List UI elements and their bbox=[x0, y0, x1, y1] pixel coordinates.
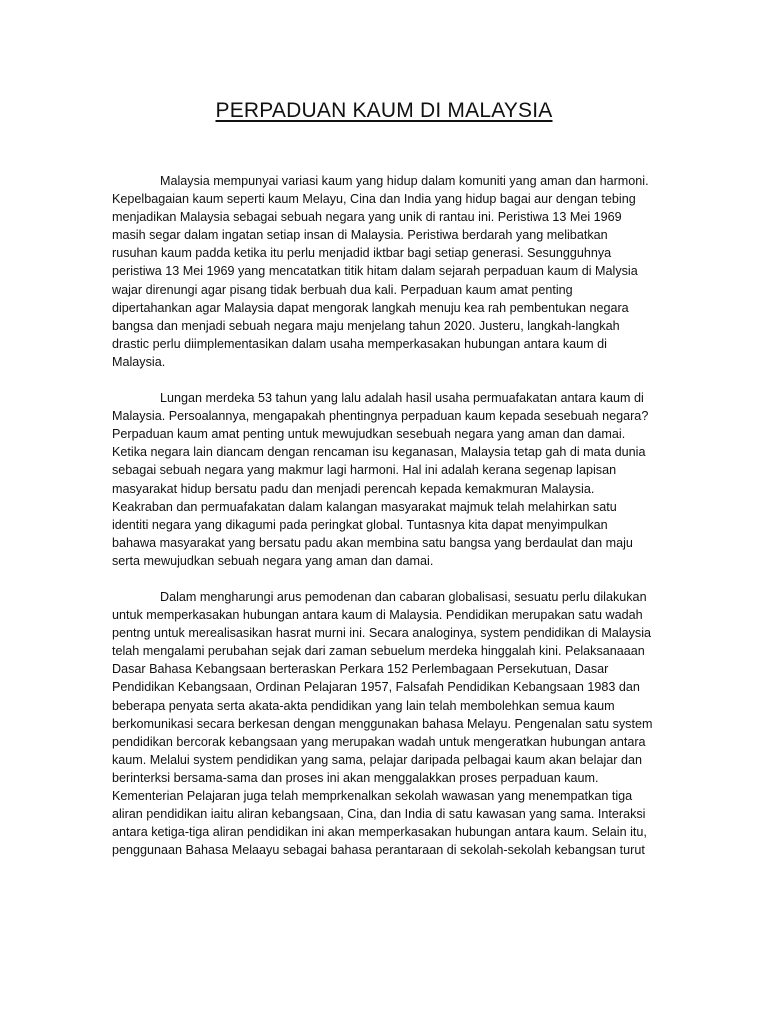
paragraph-line: bangsa dan menjadi sebuah negara maju menjelang tahun 2020. Justeru, langkah-langkah bbox=[112, 318, 620, 333]
paragraph-line: dipertahankan agar Malaysia dapat mengorak langkah menuju kea rah pembentukan negara bbox=[112, 300, 629, 315]
paragraph-line: pendidikan bercorak kebangsaan yang merupakan wadah untuk mengeratkan hubungan antara bbox=[112, 734, 646, 749]
paragraph-line: Kepelbagaian kaum seperti kaum Melayu, Cina dan India yang hidup bagai aur dengan tebing bbox=[112, 192, 636, 207]
paragraph bbox=[112, 172, 658, 371]
paragraph-line: identiti negara yang dikagumi pada peringkat global. Tuntasnya kita dapat menyimpulkan bbox=[112, 517, 608, 532]
paragraph-line: Dalam mengharungi arus pemodenan dan cabaran globalisasi, sesuatu perlu dilakukan bbox=[160, 589, 647, 604]
paragraph-line: masih segar dalam ingatan setiap insan di Malaysia. Peristiwa berdarah yang melibatkan bbox=[112, 228, 608, 243]
paragraph-line: beberapa penyata serta akata-akta pendidikan yang lain telah membolehkan semua kaum bbox=[112, 698, 615, 713]
paragraph-line: rusuhan kaum padda ketika itu perlu menjadid iktbar bagi setiap generasi. Sesungguhnya bbox=[112, 246, 612, 261]
paragraph-line: serta mewujudkan sebuah negara yang aman dan damai. bbox=[112, 553, 434, 568]
paragraph-line: Kementerian Pelajaran juga telah memprkenalkan sekolah wawasan yang menempatkan tiga bbox=[112, 789, 633, 803]
paragraph-line: peristiwa 13 Mei 1969 yang mencatatkan titik hitam dalam sejarah perpaduan kaum di Malysia bbox=[112, 264, 638, 279]
paragraph bbox=[112, 588, 658, 859]
paragraph-line: penggunaan Bahasa Melaayu sebagai bahasa perantaraan di sekolah-sekolah kebangsan turut bbox=[112, 843, 645, 858]
paragraph-line: telah mengalami perubahan sejak dari zaman sebuelum merdeka hinggalah kini. Pelaksanaaan bbox=[112, 644, 645, 659]
paragraph-line: untuk memperkasakan hubungan antara kaum di Malaysia. Pendidikan merupakan satu wadah bbox=[112, 608, 643, 623]
paragraph-line: Malaysia. Persoalannya, mengapakah phentingnya perpaduan kaum kepada sesebuah negara? bbox=[112, 409, 649, 424]
paragraph-line: Lungan merdeka 53 tahun yang lalu adalah hasil usaha permuafakatan antara kaum di bbox=[160, 391, 644, 406]
paragraph-line: sebagai sebuah negara yang makmur lagi harmoni. Hal ini adalah kerana segenap lapisan bbox=[112, 463, 617, 478]
paragraph-line: Ketika negara lain diancam dengan rencaman isu keganasan, Malaysia tetap gah di mata dunia bbox=[112, 445, 646, 460]
paragraph-line: Keakraban dan permuafakatan dalam kalangan masyarakat majmuk telah melahirkan satu bbox=[112, 499, 617, 514]
paragraph-line: Malaysia. bbox=[112, 354, 166, 369]
paragraph-line: bahawa masyarakat yang bersatu padu akan membina satu bangsa yang berdaulat dan maju bbox=[112, 535, 633, 550]
paragraph-line: aliran pendidikan iaitu aliran kebangsaan, Cina, dan India di satu kawasan yang sama. Interaksi bbox=[112, 807, 646, 822]
paragraph-line: wajar direnungi agar pisang tidak berbuah dua kali. Perpaduan kaum amat penting bbox=[112, 282, 573, 297]
document-body bbox=[112, 172, 658, 877]
paragraph-line: masyarakat hidup bersatu padu dan menjadi perencah kepada kemakmuran Malaysia. bbox=[112, 481, 595, 496]
paragraph bbox=[112, 389, 658, 570]
paragraph-line: berinterksi bersama-sama dan proses ini akan menggalakkan proses perpaduan kaum. bbox=[112, 770, 599, 785]
paragraph-line: Dasar Bahasa Kebangsaan berteraskan Perkara 152 Perlembagaan Persekutuan, Dasar bbox=[112, 662, 609, 677]
paragraph-line: berkomunikasi secara berkesan dengan menggunakan bahasa Melayu. Pengenalan satu system bbox=[112, 716, 653, 731]
paragraph-line: Pendidikan Kebangsaan, Ordinan Pelajaran 1957, Falsafah Pendidikan Kebangsaan 1983 dan bbox=[112, 680, 640, 695]
paragraph-line: drastic perlu diimplementasikan dalam usaha memperkasakan hubungan antara kaum di bbox=[112, 336, 607, 351]
paragraph-line: antara ketiga-tiga aliran pendidikan ini akan memperkasakan hubungan antara kaum. Selain itu, bbox=[112, 825, 647, 840]
paragraph-line: Malaysia mempunyai variasi kaum yang hidup dalam komuniti yang aman dan harmoni. bbox=[160, 174, 649, 188]
document-title: PERPADUAN KAUM DI MALAYSIA bbox=[215, 99, 553, 122]
paragraph-line: pentng untuk merealisasikan hasrat murni ini. Secara analoginya, system pendidikan di Malaysia bbox=[112, 626, 652, 641]
paragraph-line: menjadikan Malaysia sebagai sebuah negara yang unik di rantau ini. Peristiwa 13 Mei 1969 bbox=[112, 210, 622, 225]
paragraph-line: Perpaduan kaum amat penting untuk mewujudkan sesebuah negara yang aman dan damai. bbox=[112, 427, 626, 442]
paragraph-line: kaum. Melalui system pendidikan yang sama, pelajar daripada pelbagai kaum akan belajar dan bbox=[112, 752, 642, 767]
